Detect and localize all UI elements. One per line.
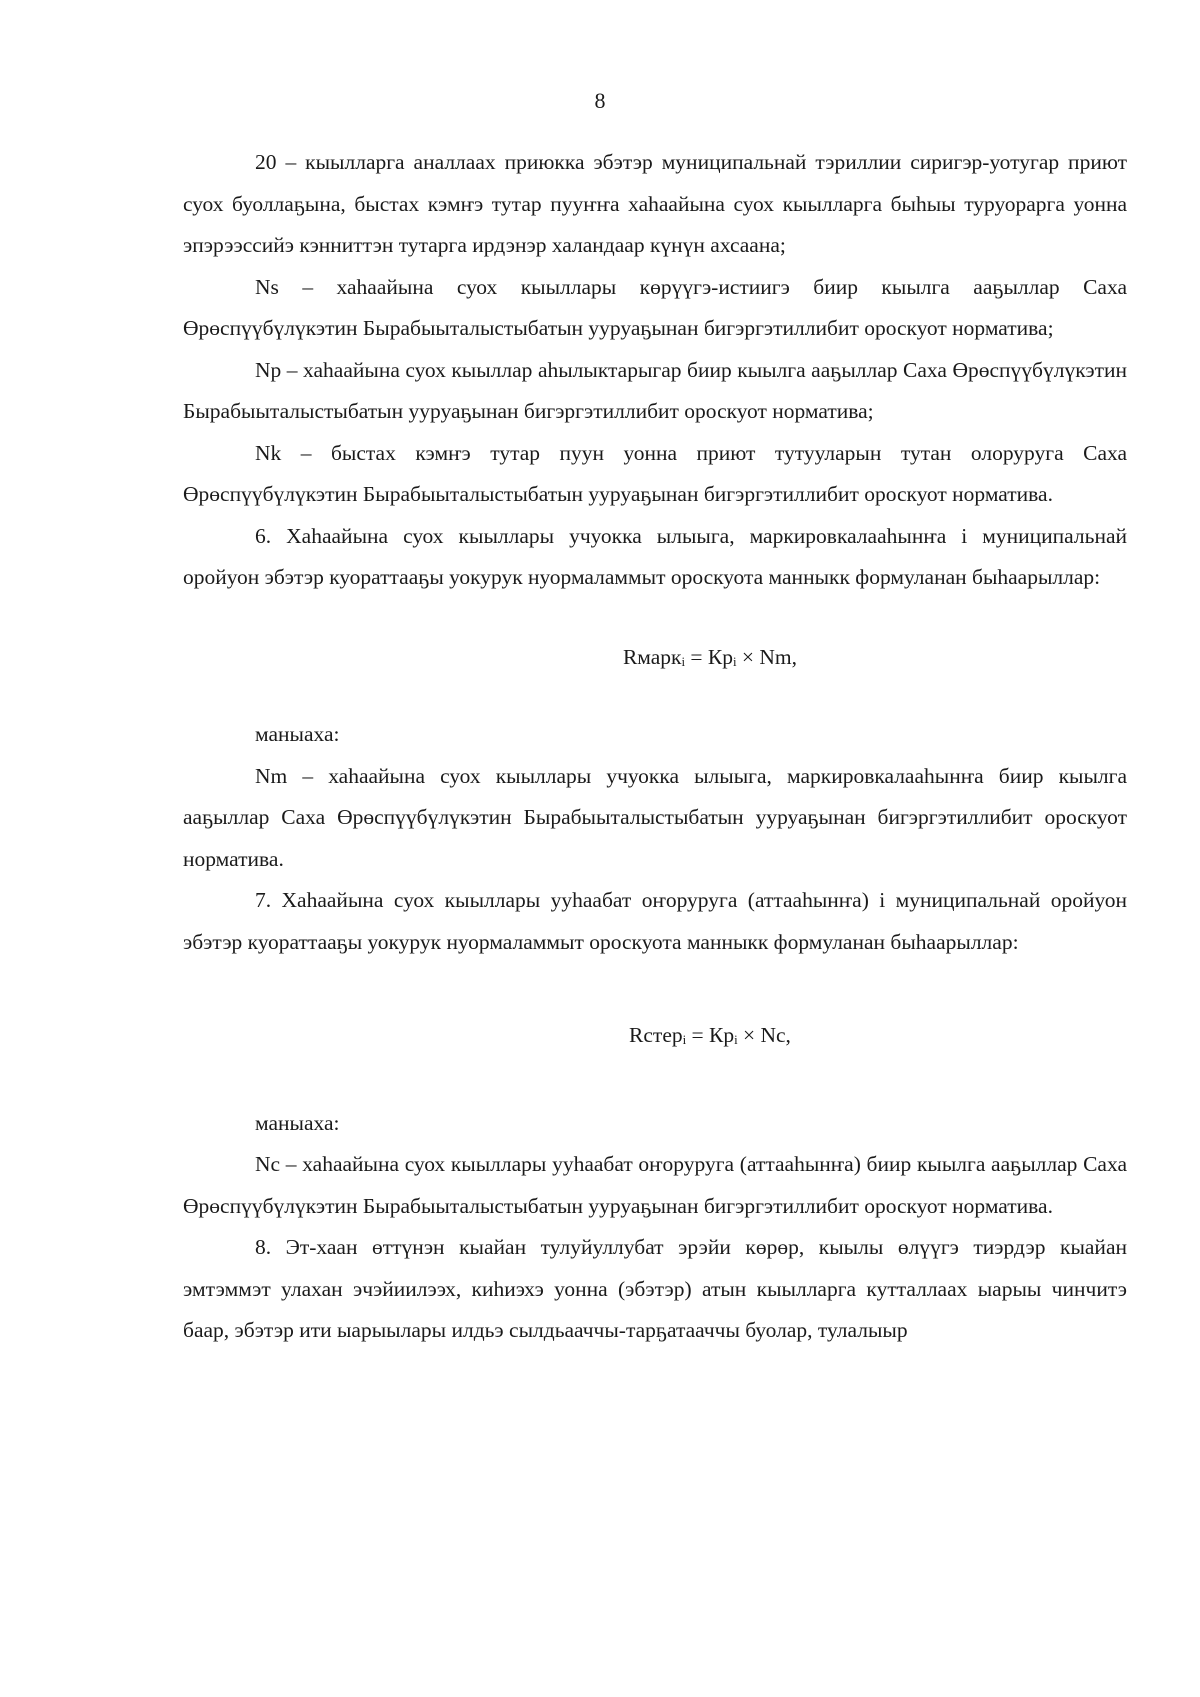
formula-marking: Rмаркᵢ = Кpᵢ × Nm, xyxy=(622,644,798,669)
paragraph-nk-definition: Nk – быстах кэмҥэ тутар пуун уонна приют тутууларын тутан олоруруга Саха Өрөспүүбүлүкэтин Бырабыыталыстыбатын ууруаҕынан бигэргэтиллибит ороскуот норматива. xyxy=(183,440,1127,506)
paragraph-np-definition: Np – хаһаайына суох кыыллар аһылыктарыгар биир кыылга ааҕыллар Саха Өрөспүүбүлүкэтин Бырабыыталыстыбатын ууруаҕынан бигэргэтиллибит ороскуот норматива; xyxy=(183,357,1127,423)
where-label-2: маныаха: xyxy=(255,1110,340,1135)
paragraph-days-definition: 20 – кыылларга аналлаах приюкка эбэтэр муниципальнай тэриллии сиригэр-уотугар приют суох буоллаҕына, быстах кэмҥэ тутар пууҥҥа хаһаайына суох кыылларга быһыы туруорарга уонна эпэрээссийэ кэнниттэн тутарга ирдэнэр халандаар күнүн ахсаана; xyxy=(183,150,1127,257)
where-label-1: маныаха: xyxy=(255,722,340,746)
paragraph-item-6: 6. Хаһаайына суох кыыллары учуокка ылыыга, маркировкалааһынҥа і муниципальнай оройуон эбэтэр куораттааҕы уокурук нуормаламмыт ороскуота манныкк формуланан быһаарыллар: xyxy=(183,523,1127,589)
formula-sterilization: Rстерᵢ = Кpᵢ × Nc, xyxy=(629,1023,791,1047)
paragraph-nm-definition: Nm – хаһаайына суох кыыллары учуокка ылыыга, маркировкалааһынҥа биир кыылга ааҕыллар Саха Өрөспүүбүлүкэтин Бырабыыталыстыбатын ууруаҕынан бигэргэтиллибит ороскуот норматива. xyxy=(183,763,1127,871)
paragraph-nc-definition: Nc – хаһаайына суох кыыллары ууһаабат оҥоруруга (аттааһынҥа) биир кыылга ааҕыллар Саха Өрөспүүбүлүкэтин Бырабыыталыстыбатын ууруаҕынан бигэргэтиллибит ороскуот норматива. xyxy=(183,1152,1127,1218)
paragraph-ns-definition: Ns – хаһаайына суох кыыллары көрүүгэ-истиигэ биир кыылга ааҕыллар Саха Өрөспүүбүлүкэтин Бырабыыталыстыбатын ууруаҕынан бигэргэтиллибит ороскуот норматива; xyxy=(183,274,1127,340)
paragraph-item-7: 7. Хаһаайына суох кыыллары ууһаабат оҥоруруга (аттааһынҥа) і муниципальнай оройуон эбэтэр куораттааҕы уокурук нуормаламмыт ороскуота манныкк формуланан быһаарыллар: xyxy=(183,888,1127,954)
page-number: 8 xyxy=(594,88,606,113)
document-body xyxy=(183,142,1127,1352)
paragraph-item-8: 8. Эт-хаан өттүнэн кыайан тулуйуллубат эрэйи көрөр, кыылы өлүүгэ тиэрдэр кыайан эмтэммэт улахан эчэйиилээх, киһиэхэ уонна (эбэтэр) атын кыылларга кутталлаах ыарыы чинчитэ баар, эбэтэр ити ыарыылары илдьэ сылдьааччы-тарҕатааччы буолар, тулалыыр xyxy=(183,1235,1127,1342)
